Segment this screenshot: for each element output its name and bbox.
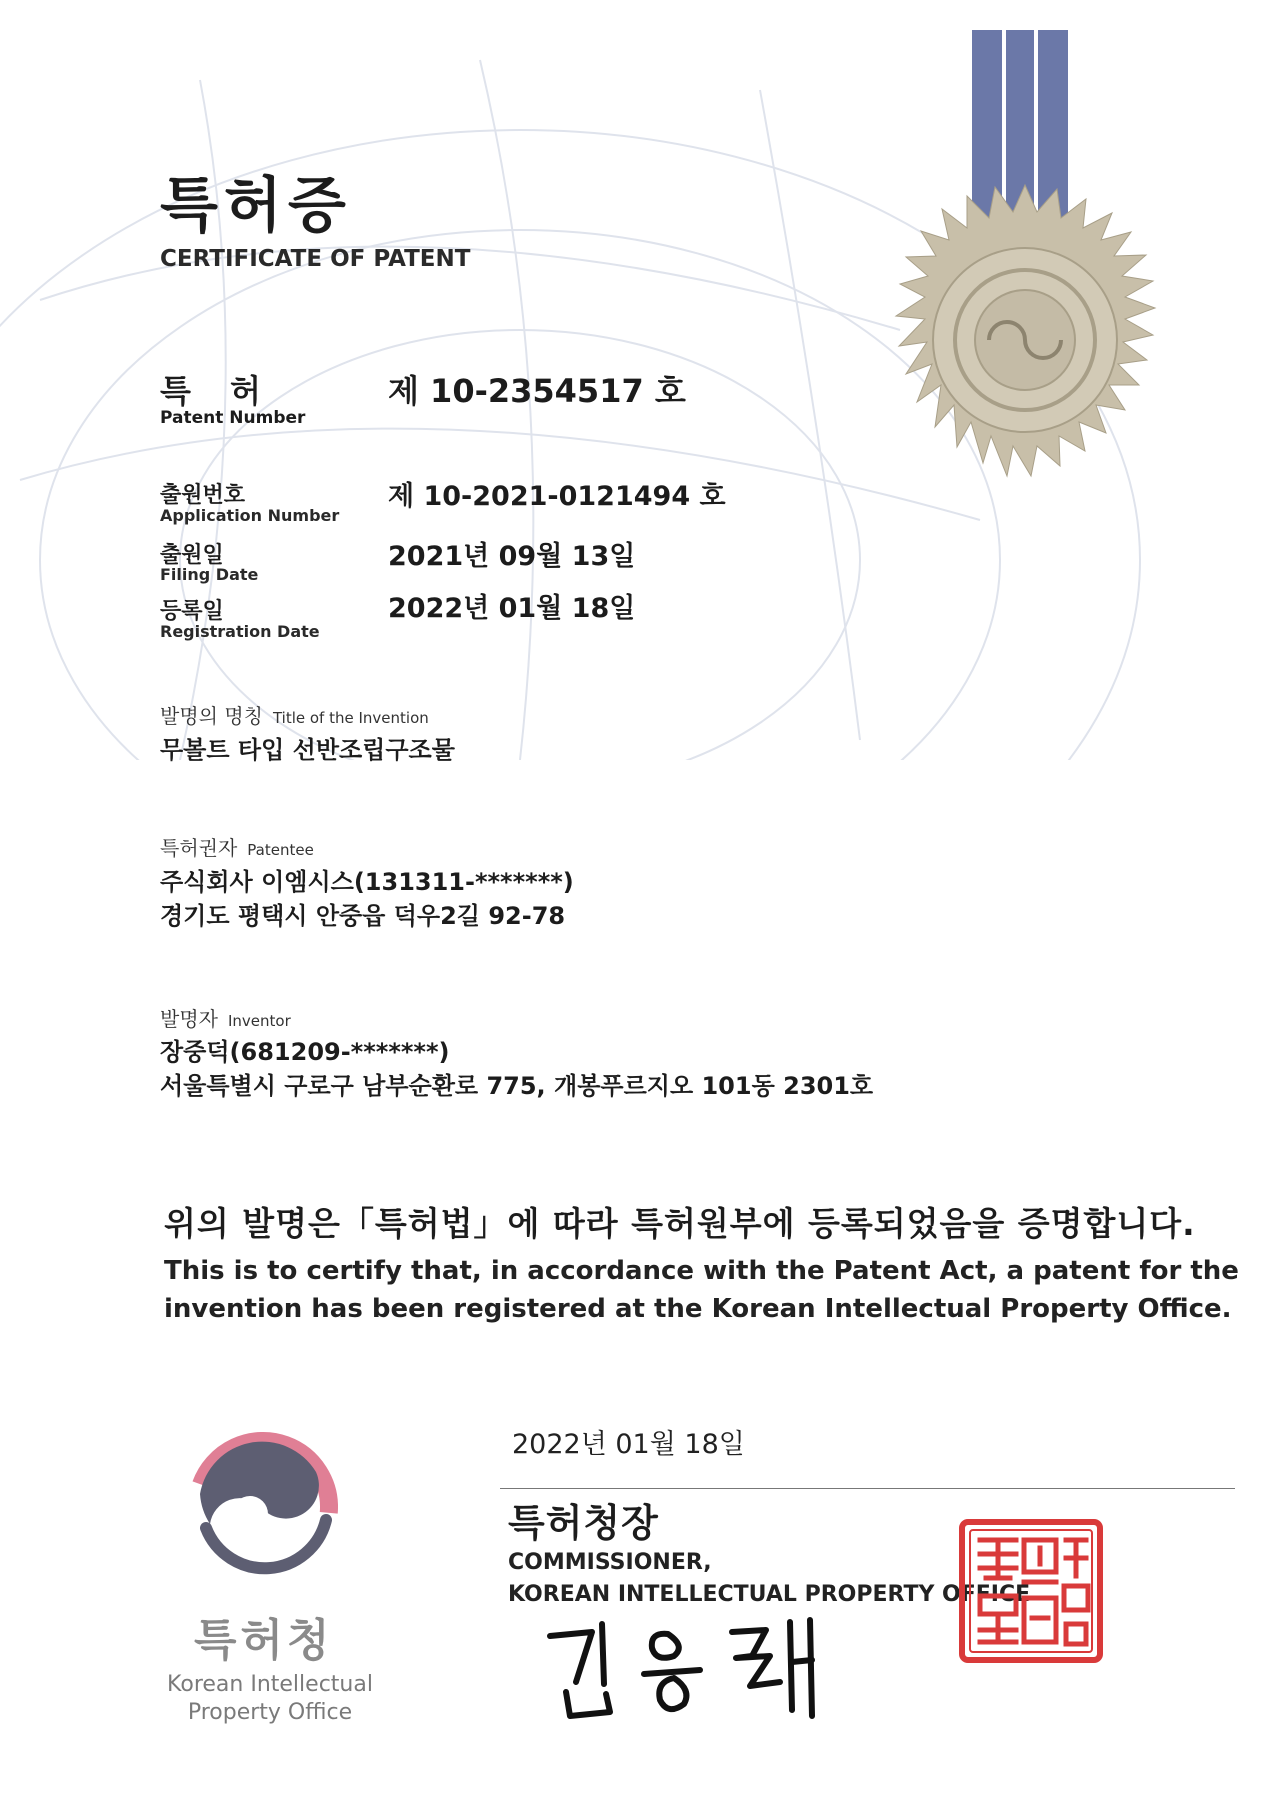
inventor-label-en: Inventor: [227, 1012, 291, 1030]
application-number-label: 출원번호: [160, 483, 246, 508]
patentee-heading: [160, 832, 314, 861]
page-title: 특허증: [160, 171, 352, 241]
inventor-heading: [160, 1003, 291, 1032]
inventor-address: 서울특별시 구로구 남부순환로 775, 개봉푸르지오 101동 2301호: [160, 1072, 874, 1100]
inventor-label: 발명자: [160, 1007, 218, 1031]
invention-heading: [160, 700, 429, 729]
commissioner-title-en-line2: KOREAN INTELLECTUAL PROPERTY OFFICE: [508, 1582, 1031, 1607]
patentee-label: 특허권자: [160, 836, 238, 860]
certification-text-ko: 위의 발명은「특허법」에 따라 특허원부에 등록되었음을 증명합니다.: [164, 1204, 1196, 1243]
issue-date: 2022년 01월 18일: [512, 1429, 745, 1460]
registration-date-value: 2022년 01월 18일: [388, 593, 636, 624]
inventor-name: 장중덕(681209-*******): [160, 1038, 450, 1066]
patent-number-label: 특 허: [160, 372, 275, 410]
signature-rule: [500, 1488, 1235, 1489]
page-subtitle: CERTIFICATE OF PATENT: [160, 246, 471, 272]
registration-date-label: 등록일: [160, 599, 224, 624]
certification-text-en-line1: This is to certify that, in accordance with the Patent Act, a patent for the: [164, 1256, 1239, 1286]
invention-title: 무볼트 타입 선반조립구조물: [160, 736, 455, 764]
commissioner-title-en-line1: COMMISSIONER,: [508, 1550, 712, 1575]
filing-date-value: 2021년 09월 13일: [388, 541, 636, 572]
kipo-logo-name-en-line1: Korean Intellectual: [167, 1672, 373, 1697]
patentee-label-en: Patentee: [247, 841, 314, 859]
commissioner-title-ko: 특허청장: [508, 1501, 659, 1545]
patentee-name: 주식회사 이엠시스(131311-*******): [160, 868, 574, 896]
invention-label: 발명의 명칭: [160, 704, 263, 728]
seal-icon: [896, 185, 1155, 476]
filing-date-label-en: Filing Date: [160, 565, 259, 584]
official-stamp-icon: [958, 1518, 1104, 1664]
application-number-label-en: Application Number: [160, 506, 340, 525]
patent-number-value: 제 10-2354517 호: [388, 372, 686, 410]
application-number-value: 제 10-2021-0121494 호: [388, 481, 726, 512]
certification-text-en-line2: invention has been registered at the Korean Intellectual Property Office.: [164, 1294, 1232, 1324]
gold-seal-with-ribbon: [860, 30, 1190, 490]
kipo-logo-name-en-line2: Property Office: [187, 1700, 353, 1725]
commissioner-signature: [540, 1612, 830, 1722]
kipo-logo-name-ko: 특허청: [194, 1615, 334, 1666]
patentee-address: 경기도 평택시 안중읍 덕우2길 92-78: [160, 902, 566, 930]
patent-number-label-en: Patent Number: [160, 408, 306, 428]
registration-date-label-en: Registration Date: [160, 622, 320, 641]
filing-date-label: 출원일: [160, 543, 224, 568]
invention-label-en: Title of the Invention: [272, 709, 429, 727]
kipo-logo-icon: [188, 1432, 338, 1582]
